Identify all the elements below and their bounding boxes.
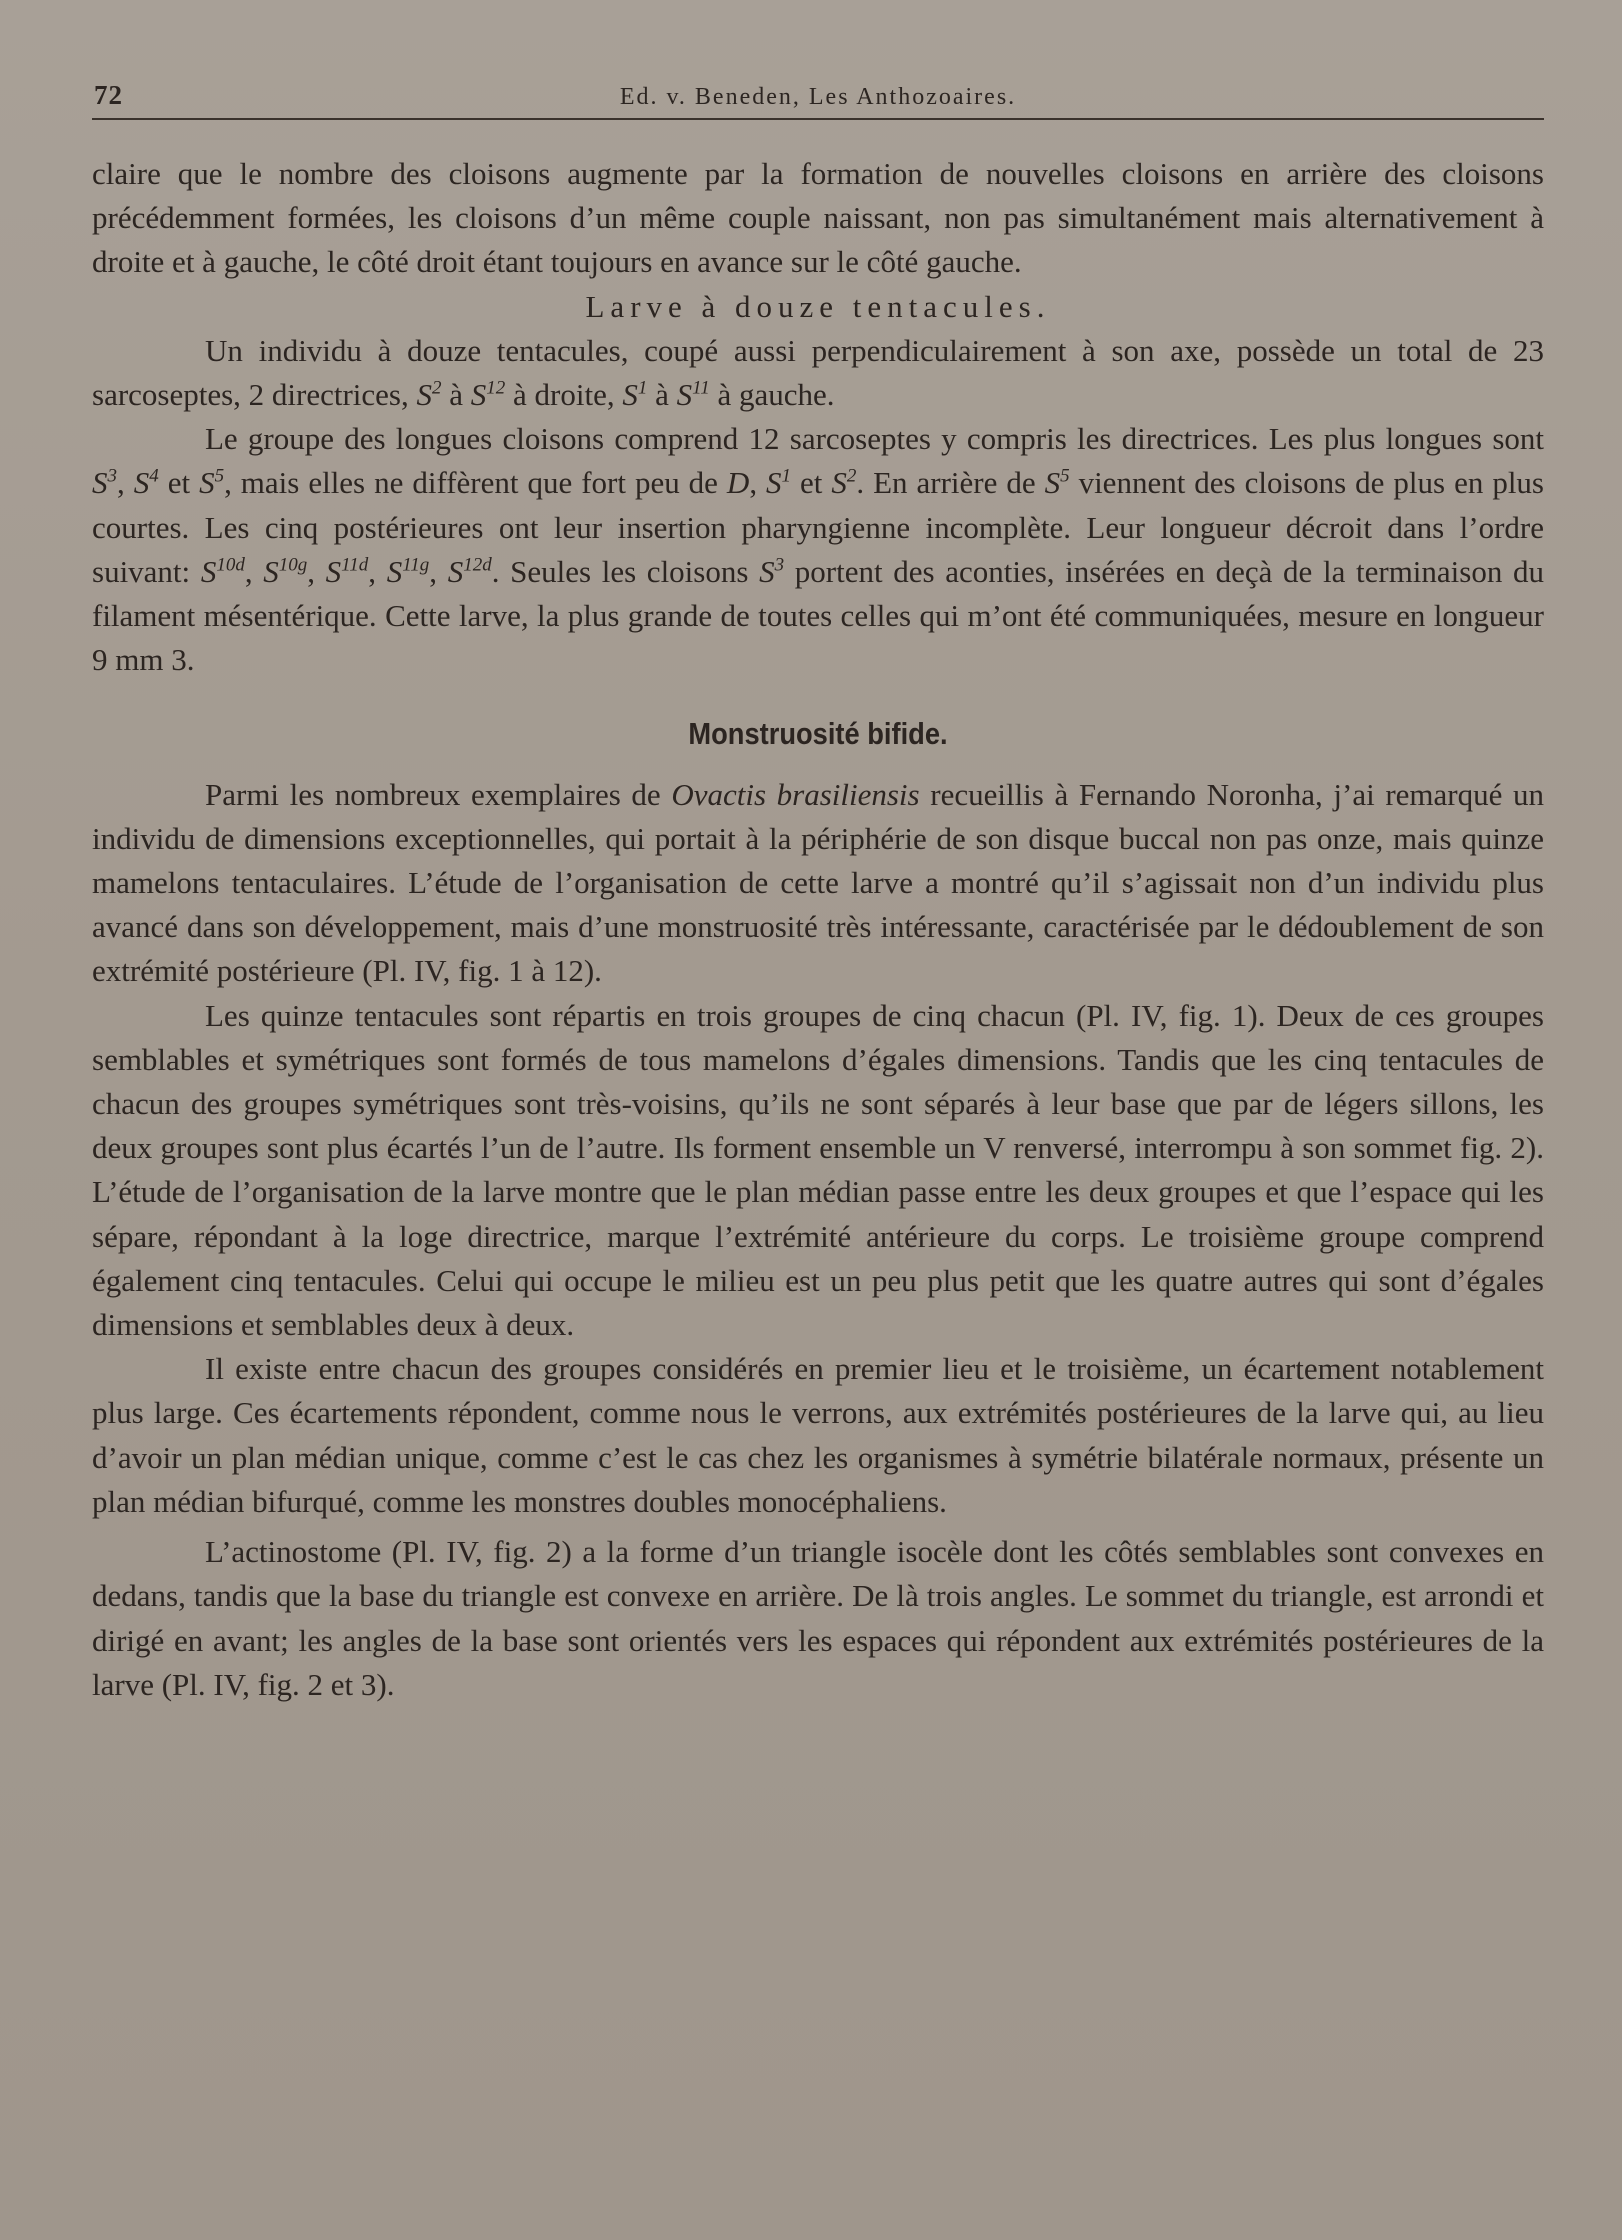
paragraph-actinostome: L’actinostome (Pl. IV, fig. 2) a la forme d’un triangle isocèle dont les côtés semblables sont convexes en dedans, tandis que la base du triangle est convexe en arrière. De là trois angles. Le sommet du triangle, est arrondi et dirigé en avant; les angles de la base sont orientés vers les espaces qui répondent aux extrémités postérieures de la larve (Pl. IV, fig. 2 et 3). bbox=[92, 1534, 1544, 1702]
page-body bbox=[92, 152, 1544, 1707]
larve-heading: Larve à douze tentacules. bbox=[585, 288, 1051, 324]
paragraph-tentacules: Les quinze tentacules sont répartis en trois groupes de cinq chacun (Pl. IV, fig. 1). Deux de ces groupes semblables et symétriques sont formés de tous mamelons d’égales dimensions. Tandis que les cinq tentacules de chacun des groupes symétriques sont très-voisins, qu’ils ne sont séparés à leur base que par de légers sillons, les deux groupes sont plus écartés l’un de l’autre. Ils forment ensemble un V renversé, interrompu à son sommet fig. 2). L’étude de l’organisation de la larve montre que le plan médian passe entre les deux groupes et que l’espace qui les sépare, répondant à la loge directrice, marque l’extrémité antérieure du corps. Le troisième groupe comprend également cinq tentacules. Celui qui occupe le milieu est un peu plus petit que les quatre autres qui sont d’égales dimensions et semblables deux à deux. bbox=[92, 997, 1544, 1343]
paragraph-monstruosite: Parmi les nombreux exemplaires de Ovactis brasiliensis recueillis à Fernando Noronha, j’ai remarqué un individu de dimensions exceptionnelles, qui portait à la périphérie de son disque buccal non pas onze, mais quinze mamelons tentaculaires. L’étude de l’organisation de cette larve a montré qu’il s’agissait non d’un individu plus avancé dans son développement, mais d’une monstruosité très intéressante, caractérisée par le dédoublement de son extrémité postérieure (Pl. IV, fig. 1 à 12). bbox=[92, 776, 1545, 989]
page-number: 72 bbox=[94, 80, 123, 110]
running-title: Ed. v. Beneden, Les Anthozoaires. bbox=[619, 84, 1017, 110]
paragraph-larve-douze: Un individu à douze tentacules, coupé aussi perpendiculairement à son axe, possède un total de 23 sarcoseptes, 2 directrices, $S^2$ à $S^{12}$ à droite, $S^1$ à $S^{11}$ à gauche. bbox=[92, 332, 1544, 413]
page-header bbox=[92, 78, 1544, 120]
paragraph-continuation: claire que le nombre des cloisons augmente par la formation de nouvelles cloisons en arrière des cloisons précédemment formées, les cloisons d’un même couple naissant, non pas simultanément mais alternativement à droite et à gauche, le côté droit étant toujours en avance sur le côté gauche. bbox=[92, 156, 1544, 280]
species-name: Ovactis brasiliensis bbox=[671, 776, 920, 812]
section-heading: Monstruosité bifide. bbox=[688, 716, 948, 752]
paragraph-ecartement: Il existe entre chacun des groupes considérés en premier lieu et le troisième, un écartement notablement plus large. Ces écartements répondent, comme nous le verrons, aux extrémités postérieures de la larve qui, au lieu d’avoir un plan médian unique, comme c’est le cas chez les organismes à symétrie bilatérale normaux, présente un plan médian bifurqué, comme les monstres doubles monocéphaliens. bbox=[92, 1351, 1544, 1519]
paragraph-longues-cloisons: Le groupe des longues cloisons comprend 12 sarcoseptes y compris les directrices. Les plus longues sont $S^3$, $S^4$ et $S^5$, mais elles ne diffèrent que fort peu de D, $S^1$ et $S^2$. En arrière de $S^5$ viennent des cloisons de plus en plus courtes. Les cinq postérieures ont leur insertion pharyngienne incomplète. Leur longueur décroit dans l’ordre suivant: $S^{10d}$, $S^{10g}$, $S^{11d}$, $S^{11g}$, $S^{12d}$. Seules les cloisons $S^3$ portent des aconties, insérées en deçà de la terminaison du filament mésentérique. Cette larve, la plus grande de toutes celles qui m’ont été communiquées, mesure en longueur 9 mm 3. bbox=[92, 421, 1545, 678]
